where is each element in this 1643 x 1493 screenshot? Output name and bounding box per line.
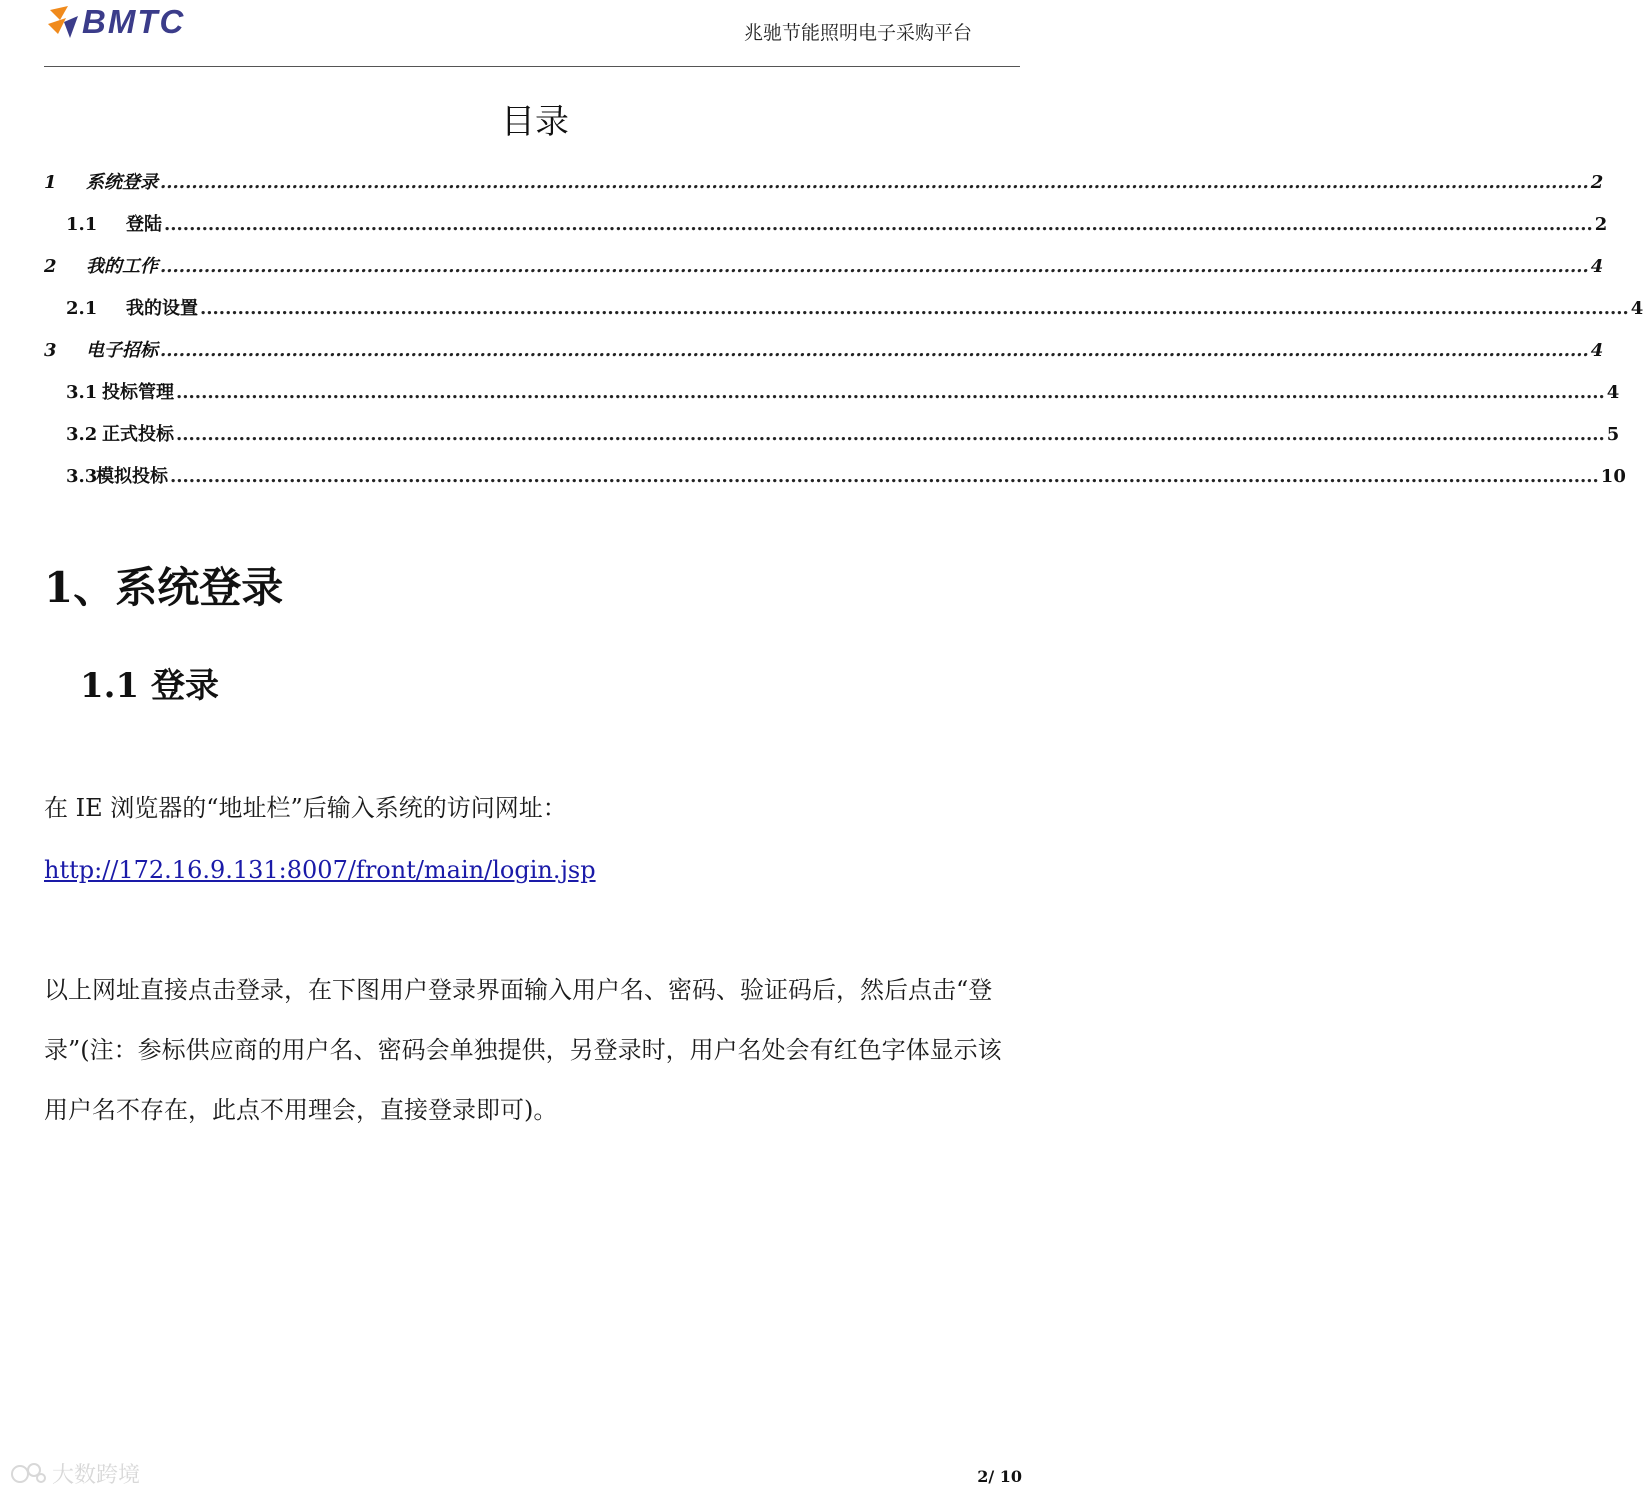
toc-entry[interactable] <box>44 336 1604 362</box>
toc-entry[interactable] <box>66 462 1626 488</box>
toc-leader-dots: .................................................................................................................................................................................................................................... <box>164 214 1593 235</box>
platform-title: 兆驰节能照明电子采购平台 <box>743 22 972 44</box>
section-heading: 1、系统登录 <box>44 563 284 612</box>
toc-heading: 目录 <box>501 102 569 142</box>
toc-entry-page: 4 <box>1630 298 1643 319</box>
page-number: 2/ 10 <box>977 1467 1022 1486</box>
watermark-logo-icon <box>10 1460 46 1486</box>
toc-entry-page: 2 <box>1594 214 1608 235</box>
toc-leader-dots: .................................................................................................................................................................................................................................... <box>176 382 1605 403</box>
toc-entry-label: 系统登录 <box>86 172 158 193</box>
toc-entry-number: 1.1 <box>66 214 98 235</box>
toc-entry-label: 电子招标 <box>86 340 158 361</box>
toc-entry-number: 1 <box>44 172 57 193</box>
toc-entry-page: 4 <box>1590 256 1604 277</box>
toc-leader-dots: .................................................................................................................................................................................................................................... <box>160 256 1589 277</box>
toc-entry-label: 登陆 <box>126 214 162 235</box>
login-url-link[interactable]: http://172.16.9.131:8007/front/main/login.jsp <box>44 856 596 884</box>
toc-entry-page: 2 <box>1590 172 1604 193</box>
toc-entry-label: 正式投标 <box>102 424 174 445</box>
toc-leader-dots: .................................................................................................................................................................................................................................... <box>170 466 1599 487</box>
toc-entry[interactable] <box>66 420 1620 446</box>
toc-entry[interactable] <box>44 252 1604 278</box>
logo-text: BMTC <box>82 3 186 40</box>
toc-entry-page: 5 <box>1606 424 1620 445</box>
toc-entry[interactable] <box>66 294 1643 320</box>
toc-entry[interactable] <box>66 210 1608 236</box>
toc-leader-dots: .................................................................................................................................................................................................................................... <box>160 340 1589 361</box>
intro-paragraph: 在 IE 浏览器的“地址栏”后输入系统的访问网址： <box>44 794 567 822</box>
watermark <box>10 1456 140 1490</box>
logo-mark-icon <box>44 2 84 42</box>
toc-entry-label: 我的工作 <box>86 256 158 277</box>
toc-entry-page: 10 <box>1600 466 1626 487</box>
toc-entry-label: 投标管理 <box>102 382 174 403</box>
toc-entry-number: 3.2 <box>66 424 98 445</box>
toc-entry-number: 3 <box>44 340 57 361</box>
toc-entry-page: 4 <box>1606 382 1620 403</box>
toc-entry-number: 2.1 <box>66 298 98 319</box>
toc-entry-label: 模拟投标 <box>96 466 168 487</box>
toc-entry-page: 4 <box>1590 340 1604 361</box>
toc-entry-number: 3.3 <box>66 466 98 487</box>
toc-entry-number: 3.1 <box>66 382 98 403</box>
toc-entry[interactable] <box>44 168 1604 194</box>
toc-entry-number: 2 <box>44 256 57 277</box>
subsection-heading: 1.1 登录 <box>80 666 219 706</box>
company-logo <box>44 2 220 42</box>
toc-entry[interactable] <box>66 378 1620 404</box>
body-paragraph: 以上网址直接点击登录，在下图用户登录界面输入用户名、密码、验证码后，然后点击“登录”(注：参标供应商的用户名、密码会单独提供，另登录时，用户名处会有红色字体显示该用户名不存在，此点不用理会，直接登录即可)。 <box>44 976 1002 1124</box>
toc-leader-dots: .................................................................................................................................................................................................................................... <box>160 172 1589 193</box>
watermark-text: 大数跨境 <box>52 1462 141 1488</box>
toc-leader-dots: .................................................................................................................................................................................................................................... <box>200 298 1629 319</box>
toc-leader-dots: .................................................................................................................................................................................................................................... <box>176 424 1605 445</box>
header-divider <box>44 66 1020 67</box>
toc-entry-label: 我的设置 <box>126 298 198 319</box>
